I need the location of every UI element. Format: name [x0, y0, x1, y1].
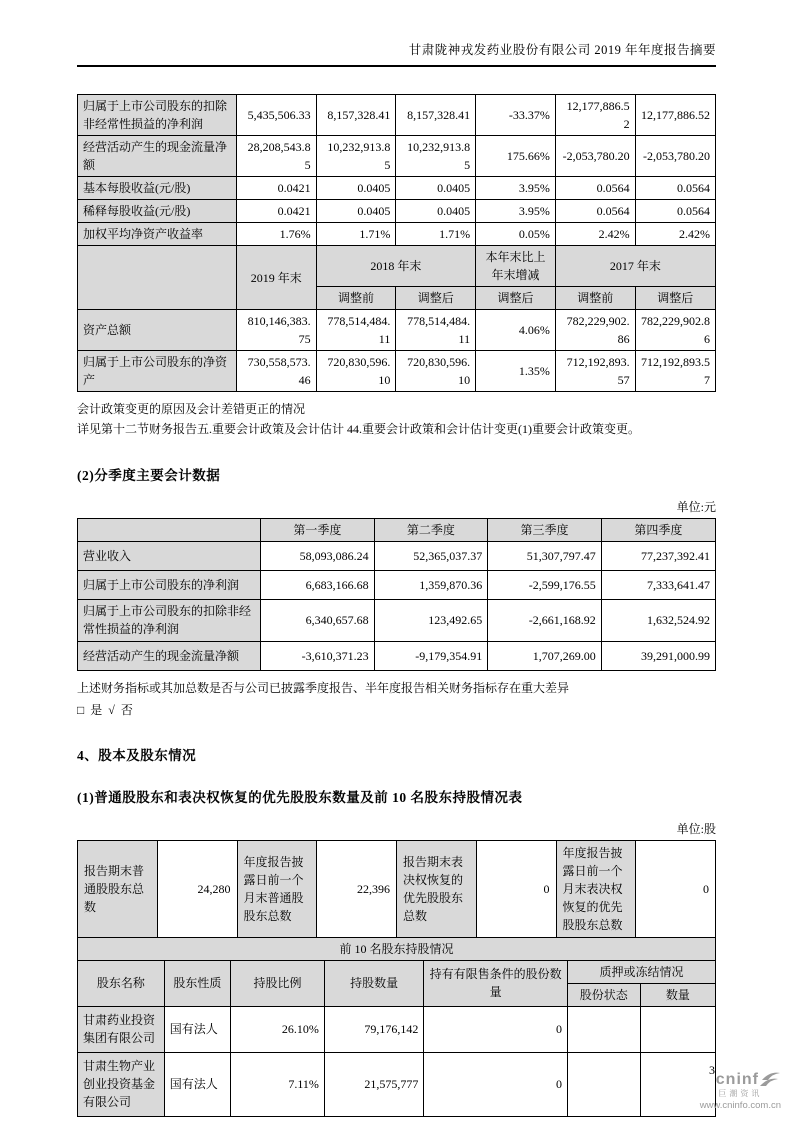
cell: 8,157,328.41: [396, 95, 476, 136]
table-row: [78, 541, 716, 570]
cell: 1,632,524.92: [601, 599, 715, 641]
yes-no-choice: [77, 701, 716, 718]
cell: 7,333,641.47: [601, 570, 715, 599]
holder-name: 甘肃药业投资集团有限公司: [78, 1006, 165, 1052]
holder-nature: 国有法人: [164, 1052, 230, 1116]
top10-band-label: 前 10 名股东持股情况: [78, 937, 716, 960]
cell: -2,053,780.20: [635, 136, 715, 177]
policy-change-detail: 详见第十二节财务报告五.重要会计政策及会计估计 44.重要会计政策和会计估计变更(1)重要会计政策变更。: [77, 421, 640, 436]
table-row: [78, 95, 716, 136]
col-header-shares: 持股数量: [324, 960, 424, 1006]
quarterly-note: 上述财务指标或其加总数是否与公司已披露季度报告、半年度报告相关财务指标存在重大差异: [77, 680, 570, 695]
holder-name: 甘肃生物产业创业投资基金有限公司: [78, 1052, 165, 1116]
cell: -2,661,168.92: [488, 599, 602, 641]
page-number: 3: [709, 1063, 715, 1077]
cell: 720,830,596.10: [396, 351, 476, 392]
count-value: 0: [636, 840, 716, 937]
cell: 782,229,902.86: [555, 310, 635, 351]
cell: 810,146,383.75: [236, 310, 316, 351]
col-header-restricted: 持有有限售条件的股份数量: [424, 960, 568, 1006]
cell: 712,192,893.57: [555, 351, 635, 392]
cell: 782,229,902.86: [635, 310, 715, 351]
cell: 0.0564: [635, 177, 715, 200]
cell: 39,291,000.99: [601, 641, 715, 670]
cell: 1,707,269.00: [488, 641, 602, 670]
col-header-adj-after: 调整后: [635, 287, 715, 310]
count-value: 22,396: [317, 840, 397, 937]
period-header-row: [78, 246, 716, 287]
cell: 123,492.65: [374, 599, 488, 641]
cninfo-brand-text: cninf: [715, 1071, 759, 1089]
col-header-name: 股东名称: [78, 960, 165, 1006]
cell: 3.95%: [476, 200, 556, 223]
col-header-adj-before: 调整前: [555, 287, 635, 310]
document-header: [77, 0, 716, 67]
col-header-2018: 2018 年末: [316, 246, 476, 287]
col-header-adj-before: 调整前: [316, 287, 396, 310]
count-label: 报告期末表决权恢复的优先股股东总数: [397, 840, 477, 937]
col-header-ratio: 持股比例: [231, 960, 325, 1006]
cell: 2.42%: [555, 223, 635, 246]
cell: 1.76%: [236, 223, 316, 246]
empty-header-cell: [78, 518, 261, 541]
table-row: [78, 599, 716, 641]
cell: 28,208,543.85: [236, 136, 316, 177]
col-header-q2: 第二季度: [374, 518, 488, 541]
cell: 12,177,886.52: [635, 95, 715, 136]
cell: 1,359,870.36: [374, 570, 488, 599]
cell: 12,177,886.52: [555, 95, 635, 136]
cell: 0.0421: [236, 177, 316, 200]
cell: 0.0405: [396, 200, 476, 223]
cell: 58,093,086.24: [261, 541, 375, 570]
shareholder-counts-table: [77, 840, 716, 938]
share-subsection-heading: (1)普通股股东和表决权恢复的优先股股东数量及前 10 名股东持股情况表: [77, 789, 523, 805]
row-label: 归属于上市公司股东的净资产: [78, 351, 237, 392]
checkbox-unchecked-icon: □: [77, 702, 85, 717]
cell: 10,232,913.85: [316, 136, 396, 177]
cell: 6,340,657.68: [261, 599, 375, 641]
report-title: 甘肃陇神戎发药业股份有限公司 2019 年年度报告摘要: [408, 43, 716, 57]
col-header-pledge-status: 股份状态: [567, 983, 640, 1006]
counts-row: [78, 840, 716, 937]
holder-row: [78, 1006, 716, 1052]
cell: 712,192,893.57: [635, 351, 715, 392]
holder-pledge-qty: [640, 1006, 715, 1052]
cell: -33.37%: [476, 95, 556, 136]
row-label: 经营活动产生的现金流量净额: [78, 641, 261, 670]
holder-ratio: 26.10%: [231, 1006, 325, 1052]
cell: 730,558,573.46: [236, 351, 316, 392]
col-header-q3: 第三季度: [488, 518, 602, 541]
cell: 778,514,484.11: [396, 310, 476, 351]
cell: -3,610,371.23: [261, 641, 375, 670]
table-row: [78, 570, 716, 599]
count-value: 0: [476, 840, 556, 937]
col-header-pledge-qty: 数量: [640, 983, 715, 1006]
cninfo-chinese-name: 巨潮资讯: [718, 1089, 763, 1099]
cninfo-url: www.cninfo.com.cn: [699, 1099, 781, 1111]
col-header-adj-after: 调整后: [476, 287, 556, 310]
cell: 6,683,166.68: [261, 570, 375, 599]
row-label: 归属于上市公司股东的净利润: [78, 570, 261, 599]
cell: 8,157,328.41: [316, 95, 396, 136]
cell: 175.66%: [476, 136, 556, 177]
col-header-adj-after: 调整后: [396, 287, 476, 310]
holder-nature: 国有法人: [164, 1006, 230, 1052]
holder-ratio: 7.11%: [231, 1052, 325, 1116]
holder-restricted: 0: [424, 1052, 568, 1116]
check-icon: √: [108, 702, 115, 717]
table-row: [78, 200, 716, 223]
cell: 2.42%: [635, 223, 715, 246]
row-label: 归属于上市公司股东的扣除非经常性损益的净利润: [78, 599, 261, 641]
holder-pledge-status: [567, 1052, 640, 1116]
annual-indicators-table: [77, 94, 716, 392]
row-label: 基本每股收益(元/股): [78, 177, 237, 200]
row-label: 营业收入: [78, 541, 261, 570]
holders-header-row: [78, 960, 716, 983]
cell: 4.06%: [476, 310, 556, 351]
table-row: [78, 136, 716, 177]
table-row: [78, 177, 716, 200]
col-header-2017: 2017 年末: [555, 246, 715, 287]
cell: -9,179,354.91: [374, 641, 488, 670]
no-label: 否: [120, 702, 133, 717]
col-header-pledge-group: 质押或冻结情况: [567, 960, 715, 983]
table-row: [78, 223, 716, 246]
count-label: 年度报告披露日前一个月末表决权恢复的优先股股东总数: [556, 840, 636, 937]
cninfo-logo: [700, 1071, 781, 1112]
row-label: 经营活动产生的现金流量净额: [78, 136, 237, 177]
unit-label-shares: 单位:股: [676, 821, 716, 836]
row-label: 加权平均净资产收益率: [78, 223, 237, 246]
cell: 10,232,913.85: [396, 136, 476, 177]
col-header-nature: 股东性质: [164, 960, 230, 1006]
col-header-q4: 第四季度: [601, 518, 715, 541]
cell: 77,237,392.41: [601, 541, 715, 570]
cell: 0.0421: [236, 200, 316, 223]
quarterly-table: [77, 518, 716, 671]
policy-notes: [77, 400, 716, 440]
quarterly-section-heading: (2)分季度主要会计数据: [77, 467, 221, 483]
cell: 0.0405: [316, 177, 396, 200]
cell: -2,599,176.55: [488, 570, 602, 599]
cell: 0.0564: [555, 177, 635, 200]
count-label: 报告期末普通股股东总数: [78, 840, 158, 937]
cell: 51,307,797.47: [488, 541, 602, 570]
holder-shares: 21,575,777: [324, 1052, 424, 1116]
table-row: [78, 641, 716, 670]
table-row: [78, 351, 716, 392]
row-label: 稀释每股收益(元/股): [78, 200, 237, 223]
top10-holders-table: [77, 937, 716, 1117]
cell: 720,830,596.10: [316, 351, 396, 392]
cell: 1.71%: [396, 223, 476, 246]
cell: 1.71%: [316, 223, 396, 246]
cell: 3.95%: [476, 177, 556, 200]
cell: 0.0405: [396, 177, 476, 200]
yes-label: 是: [90, 702, 103, 717]
cell: -2,053,780.20: [555, 136, 635, 177]
cell: 0.0405: [316, 200, 396, 223]
cell: 778,514,484.11: [316, 310, 396, 351]
row-label: 归属于上市公司股东的扣除非经常性损益的净利润: [78, 95, 237, 136]
holder-restricted: 0: [424, 1006, 568, 1052]
top10-band-row: [78, 937, 716, 960]
cell: 0.0564: [635, 200, 715, 223]
holder-row: [78, 1052, 716, 1116]
policy-change-title: 会计政策变更的原因及会计差错更正的情况: [77, 402, 306, 416]
share-section-heading: 4、股本及股东情况: [77, 747, 197, 763]
holder-pledge-status: [567, 1006, 640, 1052]
holder-shares: 79,176,142: [324, 1006, 424, 1052]
col-header-q1: 第一季度: [261, 518, 375, 541]
count-label: 年度报告披露日前一个月末普通股股东总数: [237, 840, 317, 937]
cninfo-swirl-icon: [759, 1071, 781, 1089]
table-row: [78, 310, 716, 351]
row-label: 资产总额: [78, 310, 237, 351]
col-header-2019: 2019 年末: [236, 246, 316, 310]
quarterly-header-row: [78, 518, 716, 541]
empty-header-cell: [78, 246, 237, 310]
cell: 5,435,506.33: [236, 95, 316, 136]
col-header-change: 本年末比上年末增减: [476, 246, 556, 287]
cell: 0.0564: [555, 200, 635, 223]
count-value: 24,280: [157, 840, 237, 937]
cell: 1.35%: [476, 351, 556, 392]
unit-label-yuan: 单位:元: [676, 499, 716, 514]
cell: 0.05%: [476, 223, 556, 246]
cell: 52,365,037.37: [374, 541, 488, 570]
